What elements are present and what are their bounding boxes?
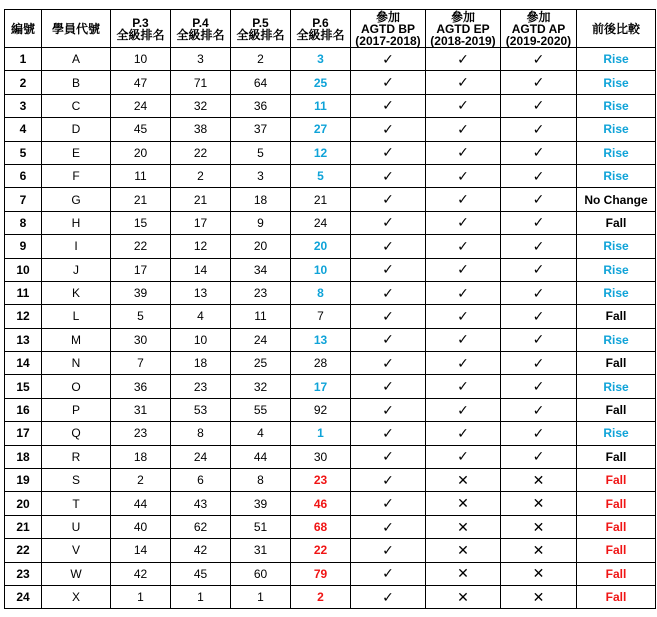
cell-code: A [42, 48, 111, 71]
cell-no: 14 [5, 352, 42, 375]
header-p5-line2: 全級排名 [236, 27, 285, 42]
cell-p3-rank: 36 [111, 375, 171, 398]
cell-compare: Rise [577, 328, 656, 351]
cell-ep-mark: ✓ [426, 305, 501, 328]
cell-p6-rank: 17 [291, 375, 351, 398]
cell-ap-mark: ✓ [501, 422, 577, 445]
table-row [5, 211, 656, 234]
header-p5-line1: P.5 [252, 15, 269, 30]
table-row [5, 328, 656, 351]
table-row [5, 235, 656, 258]
cell-ep-mark: ✕ [426, 562, 501, 585]
cell-ap-mark: ✕ [501, 469, 577, 492]
cell-p5-rank: 51 [231, 515, 291, 538]
cell-no: 22 [5, 539, 42, 562]
cell-code: C [42, 94, 111, 117]
cell-bp-mark: ✓ [351, 422, 426, 445]
cell-compare: Fall [577, 562, 656, 585]
cell-no: 1 [5, 48, 42, 71]
cell-compare: Fall [577, 469, 656, 492]
cell-p4-rank: 21 [171, 188, 231, 211]
header-p6 [291, 10, 351, 48]
cell-p6-rank: 8 [291, 281, 351, 304]
cell-compare: Rise [577, 71, 656, 94]
cell-compare: Fall [577, 539, 656, 562]
cell-p3-rank: 23 [111, 422, 171, 445]
table-row [5, 445, 656, 468]
header-ap-line3: (2019-2020) [505, 33, 572, 48]
cell-ep-mark: ✕ [426, 469, 501, 492]
cell-p6-rank: 7 [291, 305, 351, 328]
cell-ap-mark: ✓ [501, 188, 577, 211]
cell-p5-rank: 23 [231, 281, 291, 304]
cell-p6-rank: 11 [291, 94, 351, 117]
cell-ap-mark: ✕ [501, 585, 577, 608]
header-p6-line1: P.6 [312, 15, 329, 30]
cell-p6-rank: 28 [291, 352, 351, 375]
cell-ep-mark: ✓ [426, 328, 501, 351]
cell-p3-rank: 47 [111, 71, 171, 94]
cell-p6-rank: 46 [291, 492, 351, 515]
cell-p3-rank: 15 [111, 211, 171, 234]
cell-ep-mark: ✕ [426, 492, 501, 515]
header-ap-line2: AGTD AP [511, 21, 566, 36]
cell-no: 21 [5, 515, 42, 538]
cell-ap-mark: ✕ [501, 515, 577, 538]
header-ep-line1: 參加 [450, 9, 475, 24]
cell-p4-rank: 38 [171, 118, 231, 141]
cell-ap-mark: ✕ [501, 539, 577, 562]
cell-p3-rank: 31 [111, 398, 171, 421]
cell-p6-rank: 1 [291, 422, 351, 445]
cell-bp-mark: ✓ [351, 305, 426, 328]
cell-p6-rank: 5 [291, 164, 351, 187]
cell-compare: Rise [577, 118, 656, 141]
cell-code: H [42, 211, 111, 234]
cell-code: J [42, 258, 111, 281]
cell-bp-mark: ✓ [351, 188, 426, 211]
table-row [5, 258, 656, 281]
cell-compare: Rise [577, 375, 656, 398]
cell-p5-rank: 1 [231, 585, 291, 608]
cell-p5-rank: 24 [231, 328, 291, 351]
cell-p6-rank: 30 [291, 445, 351, 468]
cell-ep-mark: ✓ [426, 352, 501, 375]
cell-p5-rank: 31 [231, 539, 291, 562]
header-p6-line2: 全級排名 [296, 27, 345, 42]
cell-bp-mark: ✓ [351, 281, 426, 304]
cell-ep-mark: ✓ [426, 235, 501, 258]
cell-p3-rank: 30 [111, 328, 171, 351]
cell-p3-rank: 10 [111, 48, 171, 71]
cell-ap-mark: ✓ [501, 141, 577, 164]
header-bp-line1: 參加 [375, 9, 400, 24]
cell-p5-rank: 34 [231, 258, 291, 281]
cell-ap-mark: ✓ [501, 258, 577, 281]
cell-p4-rank: 71 [171, 71, 231, 94]
cell-bp-mark: ✓ [351, 492, 426, 515]
cell-code: L [42, 305, 111, 328]
cell-p5-rank: 4 [231, 422, 291, 445]
cell-p5-rank: 64 [231, 71, 291, 94]
cell-bp-mark: ✓ [351, 211, 426, 234]
cell-bp-mark: ✓ [351, 585, 426, 608]
cell-p4-rank: 12 [171, 235, 231, 258]
cell-code: N [42, 352, 111, 375]
cell-p5-rank: 5 [231, 141, 291, 164]
table-row [5, 188, 656, 211]
cell-p6-rank: 21 [291, 188, 351, 211]
cell-ap-mark: ✓ [501, 352, 577, 375]
cell-bp-mark: ✓ [351, 258, 426, 281]
table-row [5, 141, 656, 164]
cell-p6-rank: 20 [291, 235, 351, 258]
cell-bp-mark: ✓ [351, 71, 426, 94]
table-row [5, 562, 656, 585]
cell-no: 24 [5, 585, 42, 608]
cell-no: 18 [5, 445, 42, 468]
cell-p5-rank: 25 [231, 352, 291, 375]
ranking-table [4, 9, 656, 609]
table-row [5, 352, 656, 375]
cell-code: P [42, 398, 111, 421]
table-row [5, 94, 656, 117]
cell-compare: Fall [577, 585, 656, 608]
table-row [5, 492, 656, 515]
cell-compare: Fall [577, 492, 656, 515]
cell-p4-rank: 17 [171, 211, 231, 234]
cell-p6-rank: 22 [291, 539, 351, 562]
header-p4-line1: P.4 [192, 15, 209, 30]
cell-p6-rank: 24 [291, 211, 351, 234]
cell-no: 3 [5, 94, 42, 117]
cell-p4-rank: 22 [171, 141, 231, 164]
header-ap-line1: 參加 [526, 9, 551, 24]
cell-p3-rank: 22 [111, 235, 171, 258]
cell-p4-rank: 3 [171, 48, 231, 71]
cell-p4-rank: 42 [171, 539, 231, 562]
cell-p4-rank: 32 [171, 94, 231, 117]
cell-p6-rank: 25 [291, 71, 351, 94]
cell-ep-mark: ✓ [426, 375, 501, 398]
cell-code: Q [42, 422, 111, 445]
cell-ap-mark: ✓ [501, 94, 577, 117]
cell-no: 16 [5, 398, 42, 421]
table-header [5, 10, 656, 48]
cell-no: 8 [5, 211, 42, 234]
cell-ep-mark: ✓ [426, 445, 501, 468]
cell-p4-rank: 13 [171, 281, 231, 304]
cell-code: R [42, 445, 111, 468]
header-bp [351, 10, 426, 48]
header-ap [501, 10, 577, 48]
cell-p4-rank: 45 [171, 562, 231, 585]
cell-p3-rank: 14 [111, 539, 171, 562]
cell-code: U [42, 515, 111, 538]
cell-bp-mark: ✓ [351, 445, 426, 468]
cell-bp-mark: ✓ [351, 141, 426, 164]
cell-p6-rank: 92 [291, 398, 351, 421]
cell-bp-mark: ✓ [351, 562, 426, 585]
cell-p3-rank: 11 [111, 164, 171, 187]
cell-p5-rank: 8 [231, 469, 291, 492]
cell-p3-rank: 42 [111, 562, 171, 585]
cell-no: 23 [5, 562, 42, 585]
cell-no: 20 [5, 492, 42, 515]
cell-p6-rank: 2 [291, 585, 351, 608]
cell-bp-mark: ✓ [351, 94, 426, 117]
header-no: 編號 [5, 10, 42, 48]
cell-p5-rank: 44 [231, 445, 291, 468]
cell-ep-mark: ✓ [426, 188, 501, 211]
cell-code: S [42, 469, 111, 492]
cell-ap-mark: ✓ [501, 211, 577, 234]
cell-p5-rank: 11 [231, 305, 291, 328]
cell-compare: Rise [577, 94, 656, 117]
cell-compare: Rise [577, 281, 656, 304]
table-row [5, 48, 656, 71]
cell-ap-mark: ✓ [501, 398, 577, 421]
cell-compare: Rise [577, 422, 656, 445]
cell-ep-mark: ✓ [426, 141, 501, 164]
cell-ep-mark: ✕ [426, 515, 501, 538]
cell-p5-rank: 60 [231, 562, 291, 585]
table-row [5, 305, 656, 328]
cell-compare: Rise [577, 235, 656, 258]
cell-p5-rank: 3 [231, 164, 291, 187]
cell-code: E [42, 141, 111, 164]
table-row [5, 515, 656, 538]
cell-ap-mark: ✓ [501, 375, 577, 398]
cell-bp-mark: ✓ [351, 375, 426, 398]
cell-code: G [42, 188, 111, 211]
cell-ap-mark: ✓ [501, 118, 577, 141]
cell-ep-mark: ✓ [426, 71, 501, 94]
cell-compare: Fall [577, 305, 656, 328]
table-row [5, 375, 656, 398]
cell-no: 4 [5, 118, 42, 141]
cell-ap-mark: ✓ [501, 305, 577, 328]
cell-p4-rank: 2 [171, 164, 231, 187]
table-row [5, 398, 656, 421]
cell-ap-mark: ✓ [501, 328, 577, 351]
header-ep-line3: (2018-2019) [430, 33, 496, 48]
cell-ep-mark: ✕ [426, 585, 501, 608]
cell-p4-rank: 10 [171, 328, 231, 351]
cell-compare: Fall [577, 515, 656, 538]
cell-bp-mark: ✓ [351, 352, 426, 375]
cell-p3-rank: 39 [111, 281, 171, 304]
cell-p5-rank: 36 [231, 94, 291, 117]
cell-code: D [42, 118, 111, 141]
cell-p5-rank: 9 [231, 211, 291, 234]
cell-p5-rank: 39 [231, 492, 291, 515]
table-row [5, 422, 656, 445]
header-p3-line1: P.3 [132, 15, 149, 30]
cell-ep-mark: ✓ [426, 258, 501, 281]
cell-p6-rank: 23 [291, 469, 351, 492]
cell-bp-mark: ✓ [351, 469, 426, 492]
cell-ep-mark: ✓ [426, 422, 501, 445]
cell-ap-mark: ✕ [501, 562, 577, 585]
header-p4 [171, 10, 231, 48]
cell-bp-mark: ✓ [351, 515, 426, 538]
cell-code: I [42, 235, 111, 258]
cell-p4-rank: 23 [171, 375, 231, 398]
table-row [5, 469, 656, 492]
cell-ap-mark: ✓ [501, 445, 577, 468]
cell-ap-mark: ✓ [501, 71, 577, 94]
cell-code: B [42, 71, 111, 94]
cell-compare: Rise [577, 258, 656, 281]
cell-p4-rank: 53 [171, 398, 231, 421]
cell-compare: No Change [577, 188, 656, 211]
cell-compare: Rise [577, 141, 656, 164]
header-ep-line2: AGTD EP [436, 21, 490, 36]
header-p4-line2: 全級排名 [176, 27, 225, 42]
cell-p5-rank: 20 [231, 235, 291, 258]
cell-p5-rank: 18 [231, 188, 291, 211]
cell-no: 15 [5, 375, 42, 398]
cell-p3-rank: 7 [111, 352, 171, 375]
cell-no: 11 [5, 281, 42, 304]
cell-no: 13 [5, 328, 42, 351]
cell-ep-mark: ✓ [426, 164, 501, 187]
cell-compare: Fall [577, 352, 656, 375]
cell-bp-mark: ✓ [351, 398, 426, 421]
cell-code: F [42, 164, 111, 187]
table-row [5, 585, 656, 608]
cell-no: 17 [5, 422, 42, 445]
cell-no: 6 [5, 164, 42, 187]
cell-p4-rank: 14 [171, 258, 231, 281]
cell-code: M [42, 328, 111, 351]
header-row [5, 10, 656, 48]
cell-compare: Fall [577, 211, 656, 234]
cell-ep-mark: ✓ [426, 118, 501, 141]
cell-no: 10 [5, 258, 42, 281]
cell-ap-mark: ✕ [501, 492, 577, 515]
cell-ap-mark: ✓ [501, 48, 577, 71]
cell-ep-mark: ✓ [426, 94, 501, 117]
cell-p3-rank: 40 [111, 515, 171, 538]
cell-no: 19 [5, 469, 42, 492]
cell-code: O [42, 375, 111, 398]
cell-p6-rank: 79 [291, 562, 351, 585]
header-code: 學員代號 [42, 10, 111, 48]
cell-no: 7 [5, 188, 42, 211]
cell-p3-rank: 17 [111, 258, 171, 281]
cell-p5-rank: 32 [231, 375, 291, 398]
cell-p4-rank: 18 [171, 352, 231, 375]
cell-code: K [42, 281, 111, 304]
cell-p4-rank: 43 [171, 492, 231, 515]
cell-p3-rank: 21 [111, 188, 171, 211]
cell-p4-rank: 8 [171, 422, 231, 445]
cell-p3-rank: 1 [111, 585, 171, 608]
cell-ep-mark: ✕ [426, 539, 501, 562]
cell-p6-rank: 12 [291, 141, 351, 164]
header-p3-line2: 全級排名 [116, 27, 165, 42]
header-ep [426, 10, 501, 48]
cell-no: 2 [5, 71, 42, 94]
cell-code: X [42, 585, 111, 608]
table-row [5, 164, 656, 187]
cell-ep-mark: ✓ [426, 398, 501, 421]
cell-no: 5 [5, 141, 42, 164]
cell-bp-mark: ✓ [351, 118, 426, 141]
cell-p3-rank: 45 [111, 118, 171, 141]
cell-p3-rank: 24 [111, 94, 171, 117]
cell-ep-mark: ✓ [426, 48, 501, 71]
cell-bp-mark: ✓ [351, 48, 426, 71]
header-bp-line3: (2017-2018) [355, 33, 421, 48]
cell-p5-rank: 2 [231, 48, 291, 71]
table-row [5, 71, 656, 94]
cell-compare: Fall [577, 398, 656, 421]
cell-ap-mark: ✓ [501, 235, 577, 258]
cell-no: 12 [5, 305, 42, 328]
cell-p6-rank: 68 [291, 515, 351, 538]
cell-p5-rank: 55 [231, 398, 291, 421]
cell-ap-mark: ✓ [501, 164, 577, 187]
cell-p3-rank: 44 [111, 492, 171, 515]
cell-compare: Rise [577, 164, 656, 187]
cell-p4-rank: 24 [171, 445, 231, 468]
table-row [5, 539, 656, 562]
cell-compare: Fall [577, 445, 656, 468]
cell-compare: Rise [577, 48, 656, 71]
cell-code: W [42, 562, 111, 585]
cell-code: V [42, 539, 111, 562]
cell-p6-rank: 13 [291, 328, 351, 351]
cell-p4-rank: 4 [171, 305, 231, 328]
cell-p4-rank: 6 [171, 469, 231, 492]
cell-ap-mark: ✓ [501, 281, 577, 304]
cell-p4-rank: 1 [171, 585, 231, 608]
table-body [5, 48, 656, 609]
cell-bp-mark: ✓ [351, 164, 426, 187]
table-row [5, 281, 656, 304]
cell-p3-rank: 18 [111, 445, 171, 468]
cell-code: T [42, 492, 111, 515]
cell-p4-rank: 62 [171, 515, 231, 538]
cell-p3-rank: 2 [111, 469, 171, 492]
header-bp-line2: AGTD BP [361, 21, 415, 36]
ranking-table-container [4, 9, 656, 609]
cell-bp-mark: ✓ [351, 328, 426, 351]
cell-p5-rank: 37 [231, 118, 291, 141]
header-p3 [111, 10, 171, 48]
header-compare: 前後比較 [577, 10, 656, 48]
header-p5 [231, 10, 291, 48]
cell-bp-mark: ✓ [351, 235, 426, 258]
table-row [5, 118, 656, 141]
cell-p6-rank: 3 [291, 48, 351, 71]
cell-p6-rank: 10 [291, 258, 351, 281]
cell-ep-mark: ✓ [426, 211, 501, 234]
cell-p3-rank: 5 [111, 305, 171, 328]
cell-p6-rank: 27 [291, 118, 351, 141]
cell-p3-rank: 20 [111, 141, 171, 164]
cell-no: 9 [5, 235, 42, 258]
cell-ep-mark: ✓ [426, 281, 501, 304]
cell-bp-mark: ✓ [351, 539, 426, 562]
